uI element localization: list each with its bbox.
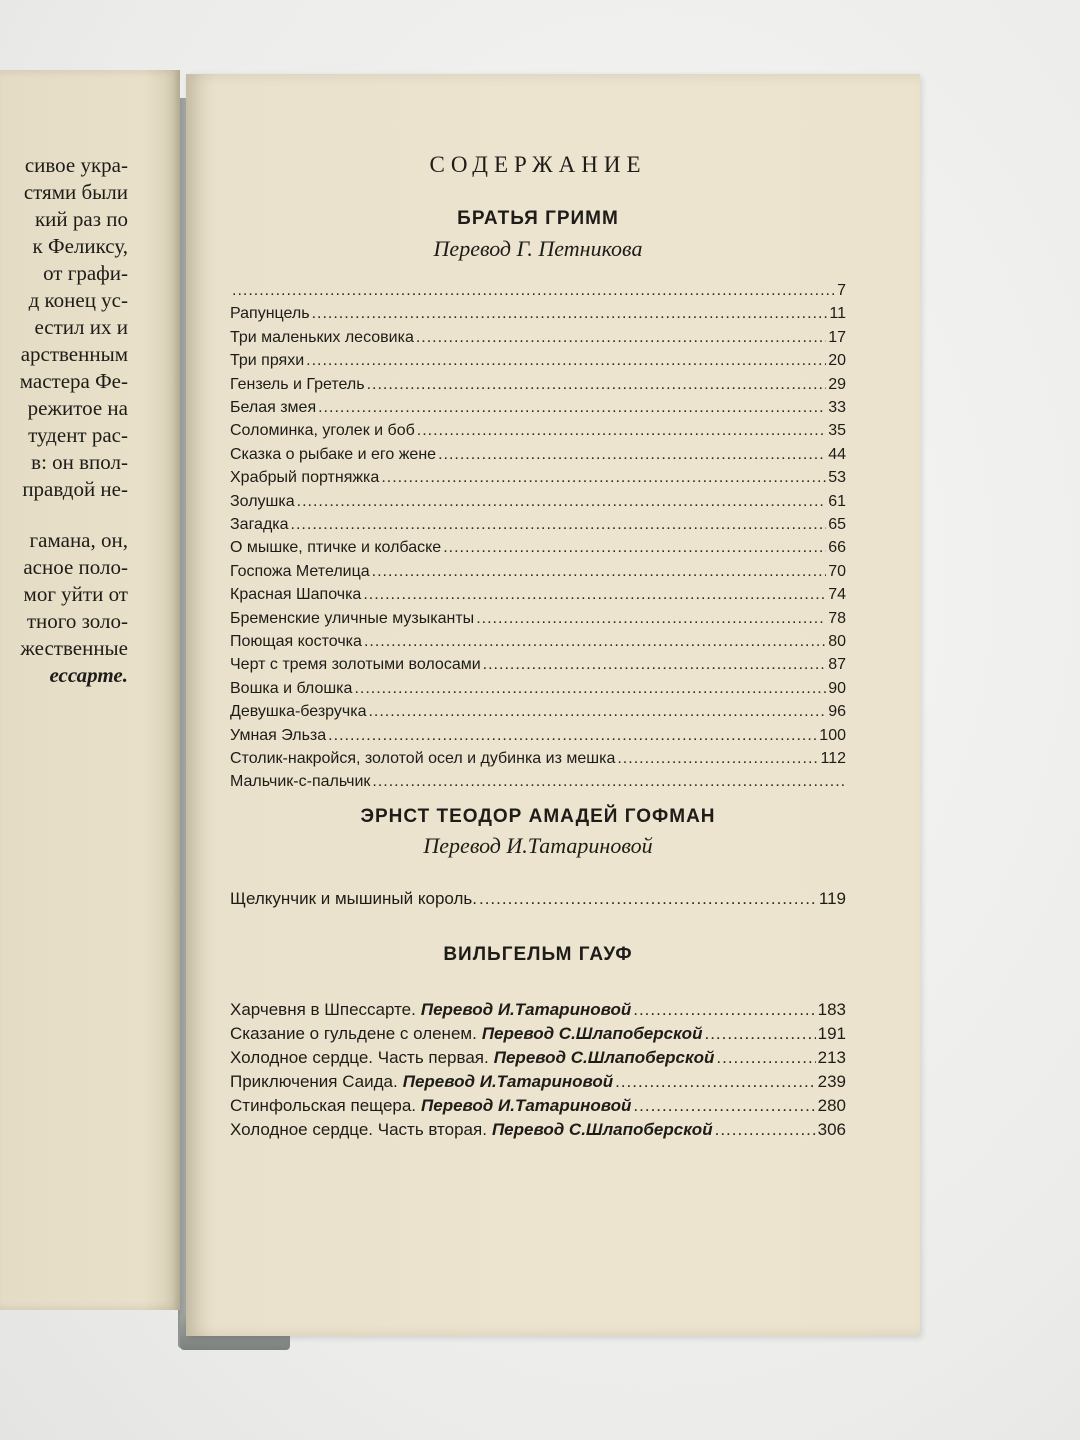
dot-leader: [372, 773, 844, 791]
section-author: БРАТЬЯ ГРИММ: [457, 208, 619, 229]
page-number: 53: [828, 469, 846, 487]
page-number: 96: [828, 703, 846, 721]
page-number: 70: [828, 562, 846, 580]
toc-entry: [230, 727, 846, 745]
entry-title: Щелкунчик и мышиный король.: [230, 889, 477, 908]
page-number: 306: [817, 1120, 846, 1139]
toc-entry: [230, 282, 846, 300]
page-number: 191: [817, 1024, 846, 1043]
toc-entry: [230, 469, 846, 487]
page-number: 87: [828, 656, 846, 674]
dot-leader: [438, 446, 826, 464]
left-line: жественные: [20, 636, 128, 660]
dot-leader: [443, 539, 826, 557]
entry-title: Холодное сердце. Часть первая.: [230, 1048, 489, 1067]
entry-title: Госпожа Метелица: [230, 562, 370, 580]
entry-translator: Перевод И.Татариновой: [421, 1096, 632, 1115]
toc-entry: [230, 376, 846, 394]
dot-leader: [715, 1120, 816, 1140]
dot-leader: [479, 889, 817, 909]
dot-leader: [363, 586, 826, 604]
entry-title: Вошка и блошка: [230, 679, 353, 697]
entry-translator: Перевод И.Татариновой: [420, 1000, 632, 1019]
entry-title: Храбрый портняжка: [230, 469, 380, 487]
page-number: 11: [829, 305, 846, 323]
page-number: 29: [828, 375, 846, 393]
left-line: кий раз по: [34, 207, 128, 231]
page-number: 100: [819, 726, 846, 744]
toc-entry: [230, 305, 846, 323]
dot-leader: [716, 1048, 815, 1068]
page-number: 20: [828, 352, 846, 370]
page-number: 65: [828, 516, 846, 533]
entry-title: Приключения Саида.: [230, 1072, 398, 1091]
dot-leader: [368, 703, 826, 721]
toc-entry: [230, 1120, 846, 1140]
paragraph-gap: [0, 503, 128, 527]
toc-entry: [230, 586, 846, 604]
dot-leader: [617, 750, 818, 768]
entry-title: Золушка: [230, 492, 295, 510]
left-line: к Феликсу,: [32, 234, 128, 258]
left-line: ессарте.: [49, 663, 128, 687]
left-line: естил их и: [34, 315, 128, 339]
page-number: 90: [828, 679, 846, 697]
entry-translator: Перевод С.Шлапоберской: [481, 1024, 703, 1043]
dot-leader: [364, 633, 826, 651]
toc-entry: [230, 539, 846, 557]
dot-leader: [476, 610, 826, 628]
page-number: 239: [817, 1072, 846, 1091]
page-number: 74: [828, 586, 846, 604]
toc-entry: [230, 889, 846, 909]
entry-title: Сказка о рыбаке и его жене: [230, 445, 437, 463]
toc-entry: [230, 446, 846, 464]
entry-translator: Перевод И.Татариновой: [402, 1072, 614, 1091]
page-number: 112: [820, 750, 846, 767]
left-line: асное поло-: [23, 555, 128, 579]
toc-entry: [230, 680, 846, 698]
dot-leader: [633, 1096, 815, 1116]
toc-entry: [230, 1072, 846, 1092]
toc-entry: [230, 656, 846, 674]
left-line: правдой не-: [22, 477, 128, 501]
dot-leader: [354, 680, 826, 698]
dot-leader: [416, 329, 826, 347]
entry-title: Бременские уличные музыканты: [230, 609, 475, 627]
left-line: гамана, он,: [29, 528, 128, 552]
toc-entry: [230, 399, 846, 417]
entry-translator: Перевод С.Шлапоберской: [493, 1048, 715, 1067]
page-number: 78: [828, 609, 846, 627]
left-line: тудент рас-: [28, 423, 128, 447]
entry-title: Стинфольская пещера.: [230, 1096, 417, 1115]
entry-title: Мальчик-с-пальчик: [230, 773, 371, 791]
entry-title: Белая змея: [230, 399, 317, 416]
entry-title: Столик-накройся, золотой осел и дубинка из мешка: [230, 750, 616, 767]
left-line: мастера Фе-: [19, 369, 128, 393]
page-number: 183: [817, 1000, 846, 1019]
dot-leader: [328, 727, 817, 745]
page-number: 35: [828, 422, 846, 440]
dot-leader: [417, 422, 826, 440]
toc-entry: [230, 1024, 846, 1044]
entry-title: Красная Шапочка: [230, 586, 362, 604]
page-number: 66: [828, 539, 846, 557]
page-number: 17: [828, 328, 846, 346]
toc-entry: [230, 703, 846, 721]
left-page: [0, 70, 180, 1310]
page-number: 33: [828, 399, 846, 416]
entry-title: Гензель и Гретель: [230, 375, 365, 393]
page-number: 61: [828, 492, 846, 510]
dot-leader: [291, 516, 827, 534]
entry-title: Загадка: [230, 516, 289, 533]
section-translator: Перевод И.Татариновой: [423, 833, 653, 858]
entry-title: Умная Эльза: [230, 726, 327, 744]
entry-title: Поющая косточка: [230, 633, 362, 650]
entry-title: Холодное сердце. Часть вторая.: [230, 1120, 487, 1139]
left-line: мог уйти от: [23, 582, 128, 606]
dot-leader: [367, 376, 827, 394]
dot-leader: [704, 1024, 815, 1044]
left-page-text: [0, 152, 128, 689]
entry-title: Рапунцель: [230, 305, 310, 323]
left-line: стями были: [23, 180, 128, 204]
entry-title: Сказание о гульдене с оленем.: [230, 1024, 477, 1043]
toc-entry: [230, 352, 846, 370]
page-number: 80: [828, 633, 846, 650]
toc-entry: [230, 563, 846, 581]
toc-entry: [230, 750, 846, 768]
page-number: 280: [817, 1096, 846, 1115]
section-author: ВИЛЬГЕЛЬМ ГАУФ: [443, 944, 633, 965]
entry-title: Соломинка, уголек и боб: [230, 422, 415, 440]
dot-leader: [318, 399, 826, 417]
entry-title: Харчевня в Шпессарте.: [230, 1000, 416, 1019]
toc-entry: [230, 633, 846, 651]
left-line: в: он впол-: [31, 450, 128, 474]
dot-leader: [615, 1072, 816, 1092]
toc-entry: [230, 329, 846, 347]
section-translator: Перевод Г. Петникова: [433, 236, 643, 261]
page-number: 7: [837, 282, 846, 299]
page-number: 44: [828, 445, 846, 463]
page-number: 213: [817, 1048, 846, 1067]
dot-leader: [306, 352, 826, 370]
left-line: сивое укра-: [24, 153, 128, 177]
dot-leader: [381, 469, 826, 487]
toc-entry: [230, 493, 846, 511]
entry-title: О мышке, птичке и колбаске: [230, 539, 442, 557]
entry-title: Девушка-безручка: [230, 703, 367, 721]
section-author: ЭРНСТ ТЕОДОР АМАДЕЙ ГОФМАН: [360, 806, 716, 827]
left-line: от графи-: [43, 261, 128, 285]
dot-leader: [633, 1000, 815, 1020]
entry-title: Три маленьких лесовика: [230, 328, 414, 346]
dot-leader: [232, 282, 835, 300]
entry-translator: Перевод С.Шлапоберской: [491, 1120, 713, 1139]
dot-leader: [297, 493, 827, 511]
left-line: арственным: [20, 342, 128, 366]
contents-title: СОДЕРЖАНИЕ: [429, 152, 647, 177]
toc-entry: [230, 1096, 846, 1116]
dot-leader: [483, 656, 827, 674]
entry-title: Три пряхи: [230, 352, 305, 370]
dot-leader: [312, 305, 828, 323]
toc-entry: [230, 422, 846, 440]
toc-entry: [230, 773, 846, 791]
left-line: тного золо-: [26, 609, 128, 633]
toc-entry: [230, 516, 846, 534]
left-line: д конец ус-: [28, 288, 128, 312]
left-line: режитое на: [27, 396, 128, 420]
toc-entry: [230, 1000, 846, 1020]
entry-title: Черт с тремя золотыми волосами: [230, 656, 481, 674]
page-number: 119: [818, 889, 846, 908]
dot-leader: [372, 563, 827, 581]
toc-entry: [230, 610, 846, 628]
toc-entry: [230, 1048, 846, 1068]
